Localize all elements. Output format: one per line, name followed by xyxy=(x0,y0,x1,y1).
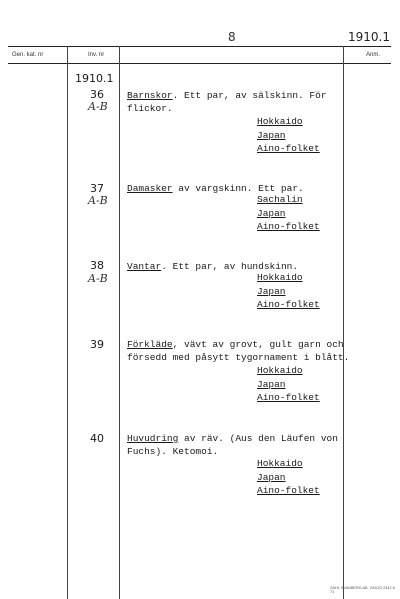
handwritten-mark: A-B xyxy=(88,194,108,207)
item-description: Huvudring av räv. (Aus den Läufen von Fuchs). Ketomoi. xyxy=(127,433,338,457)
header-gen-kat-nr: Gen. kat. nr xyxy=(12,52,44,58)
item-location: Hokkaido Japan Aino-folket xyxy=(257,116,320,154)
year-entry: 1910.1 xyxy=(75,72,114,85)
page-number: 8 xyxy=(228,30,236,44)
item-title: Barnskor xyxy=(127,90,173,101)
column-divider xyxy=(343,46,344,599)
item-description: Damasker av vargskinn. Ett par. xyxy=(127,183,304,194)
column-divider xyxy=(119,46,120,599)
item-description: Förkläde, vävt av grovt, gult garn och försedd med påsytt tygornament i blått. xyxy=(127,339,350,363)
item-location: Hokkaido Japan Aino-folket xyxy=(257,365,320,403)
item-description: Barnskor. Ett par, av sälskinn. För flickor. xyxy=(127,90,327,114)
item-location: Hokkaido Japan Aino-folket xyxy=(257,272,320,310)
inventory-number: 37 xyxy=(90,182,104,195)
handwritten-mark: A-B xyxy=(88,100,108,113)
inventory-number: 36 xyxy=(90,88,104,101)
item-title: Vantar xyxy=(127,261,162,272)
handwritten-mark: A-B xyxy=(88,272,108,285)
header-anm: Anm. xyxy=(366,52,381,58)
item-location: Hokkaido Japan Aino-folket xyxy=(257,458,320,496)
item-title: Damasker xyxy=(127,183,173,194)
inventory-number: 39 xyxy=(90,338,104,351)
page-year: 1910.1 xyxy=(348,30,390,44)
item-description: Vantar. Ett par, av hundskinn. xyxy=(127,261,299,272)
column-header-row xyxy=(8,46,391,64)
item-title: Förkläde xyxy=(127,339,173,350)
inventory-number: 40 xyxy=(90,432,104,445)
item-title: Huvudring xyxy=(127,433,179,444)
inventory-number: 38 xyxy=(90,259,104,272)
printer-imprint: SAHL SVANBERG AB, VÄXJÖ 2442 8 71 xyxy=(330,586,395,594)
column-divider xyxy=(67,46,68,599)
item-location: Sachalin Japan Aino-folket xyxy=(257,194,320,232)
header-inv-nr: Inv. nr xyxy=(88,52,105,58)
